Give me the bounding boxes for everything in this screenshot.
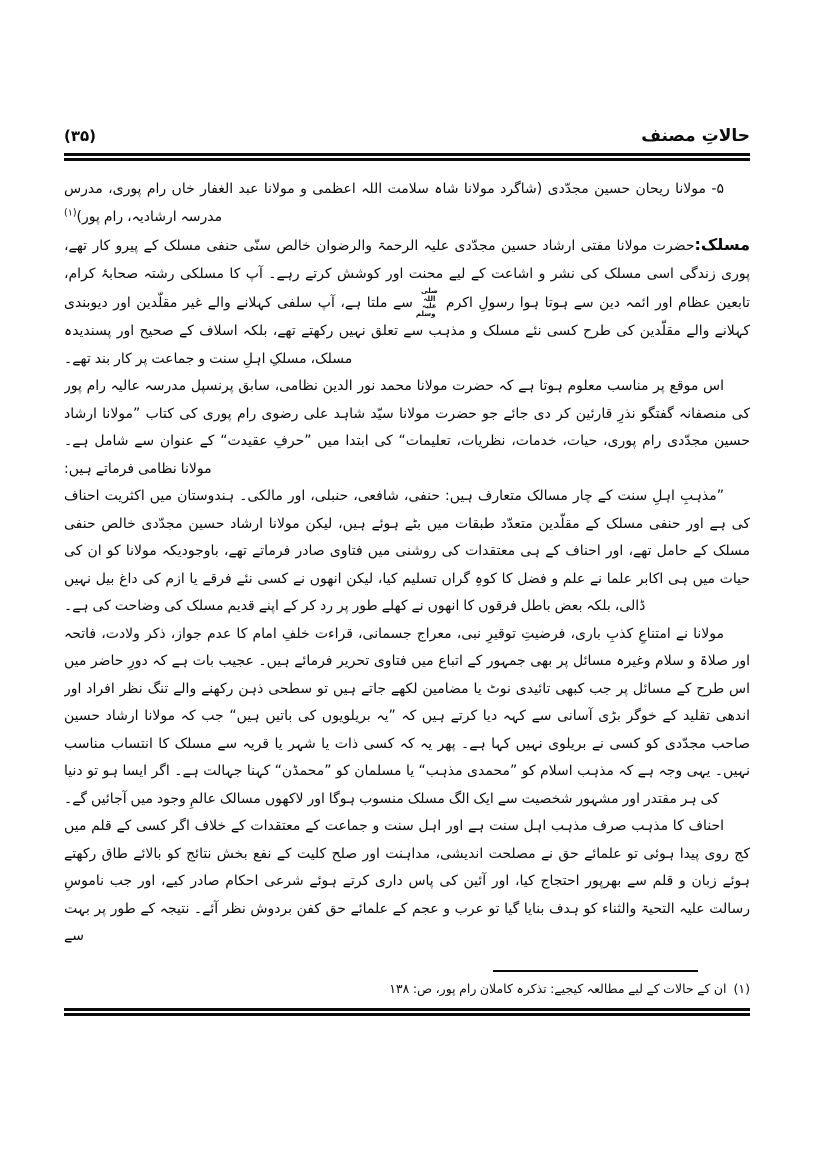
footnote-text: ان کے حالات کے لیے مطالعہ کیجیے: تذکرہ کاملان رام پور، ص: ۱۳۸: [389, 981, 727, 996]
paragraph-fatawa: مولانا نے امتناعِ کذبِ باری، فرضیتِ توقیرِ نبی، معراج جسمانی، قراءت خلفِ امام کا عدم جواز، ذکر ولادت، فاتحہ اور صلاۃ و سلام وغیرہ مسائل پر بھی جمہور کے اتباع میں فتاوی تحریر فرمائے ہیں۔ عجیب بات ہے کہ دورِ حاضر میں اس طرح کے مسائل پر جب کبھی تائیدی نوٹ یا مضامین لکھے جاتے ہیں تو سطحی ذہن رکھنے والے تنگ نظر افراد اور اندھی تقلید کے خوگر بڑی آسانی سے کہہ دیا کرتے ہیں کہ ”یہ بریلویوں کی باتیں ہیں“ جب کہ مولانا ارشاد حسین صاحب مجدّدی کو کسی نے بریلوی نہیں کہا ہے۔ پھر یہ کہ کسی ذات یا شہر یا قریہ سے مسلک کا انتساب مناسب نہیں۔ یہی وجہ ہے کہ مذہب اسلام کو ”محمدی مذہب“ یا مسلمان کو ”محمڈن“ کہنا جہالت ہے۔ اگر ایسا ہو تو دنیا کی ہر مقتدر اور مشہور شخصیت سے ایک الگ مسلک منسوب ہوگا اور لاکھوں مسالک عالمِ وجود میں آجائیں گے۔: [64, 625, 750, 807]
maslak-text-2: سے ملتا ہے، آپ سلفی کہلانے والے غیر مقلّدین اور دیوبندی کہلانے والے مقلّدین کی طرح کسی نئے مسلک و مذہب سے تعلق نہیں رکھتے تھے، بلکہ اسلاف کے صحیح اور پسندیدہ مسلک، مسلکِ اہلِ سنت و جماعت پر کار بند تھے۔: [64, 295, 750, 367]
footnote-rule: [493, 970, 698, 972]
maslak-heading: مسلک:: [694, 235, 750, 254]
footnote: [64, 977, 750, 1001]
page-footer: [64, 970, 750, 1016]
header-rule: [64, 153, 750, 161]
entry-paragraph: [64, 176, 750, 231]
maslak-paragraph: [64, 231, 750, 373]
page-content: [64, 126, 750, 966]
maslak-text-1: حضرت مولانا مفتی ارشاد حسین مجدّدی علیہ الرحمۃ والرضوان خالص سنّی حنفی مسلک کے پیرو کار تھے، پوری زندگی اسی مسلک کی نشر و اشاعت کے لیے محنت اور کوشش کرتے رہے۔ آپ کا مسلکی رشتہ صحابۂ کرام، تابعین عظام اور ائمہ دین سے ہوتا ہوا رسولِ اکرم: [64, 238, 750, 311]
salawat-symbol: صلی اللہ علیہ وسلم: [415, 287, 438, 318]
footnote-marker: (۱): [733, 981, 750, 996]
page-title: حالاتِ مصنف: [641, 126, 750, 146]
footer-rule: [64, 1008, 750, 1016]
paragraph-quote-maslak: ”مذہبِ اہلِ سنت کے چار مسالک متعارف ہیں: حنفی، شافعی، حنبلی، اور مالکی۔ ہندوستان میں اکثریت احناف کی ہے اور حنفی مسلک کے مقلّدین متعدّد طبقات میں بٹے ہوئے ہیں، لیکن مولانا ارشاد حسین مجدّدی خالص حنفی مسلک کے حامل تھے، اور احناف کے ہی معتقدات کی روشنی میں فتاوی صادر فرماتے تھے، باوجودیکہ مولانا کو ان کی حیات میں ہی اکابر علما نے علم و فضل کا کوہِ گراں تسلیم کیا، لیکن انھوں نے کسی نئے فرقے یا ازم کی داغ بیل نہیں ڈالی، بلکہ بعض باطل فرقوں کا انھوں نے کھلے طور پر رد کر کے اپنے قدیم مسلک کی وضاحت کی ہے۔: [64, 488, 750, 614]
entry-text: ۵- مولانا ریحان حسین مجدّدی (شاگرد مولانا شاہ سلامت اللہ اعظمی و مولانا عبد الغفار خاں رام پوری، مدرس مدرسہ ارشادیہ، رام پور): [64, 181, 724, 225]
page-number: (۳۵): [64, 127, 97, 145]
page-header: [64, 126, 750, 153]
paragraph-ahnaf: احناف کا مذہب صرف مذہب اہل سنت ہے اور اہل سنت و جماعت کے معتقدات کے خلاف اگر کسی کے قلم میں کج روی پیدا ہوئی تو علمائے حق نے مصلحت اندیشی، مداہنت اور صلح کلیت کے نفع بخش نتائج کو بالائے طاق رکھتے ہوئے زبان و قلم سے بھرپور احتجاج کیا، اور آئین کی پاس داری کرتے ہوئے شرعی احکام صادر کیے، اور جب ناموسِ رسالت علیہ التحیۃ والثناء کو ہدف بنایا گیا تو عرب و عجم کے علمائے حق کفن بردوش نظر آئے۔ نتیجہ کے طور پر بہت سے: [64, 818, 750, 944]
body-text: [64, 176, 750, 966]
footnote-reference: (۱): [64, 206, 77, 218]
paragraph-occasion: اس موقع پر مناسب معلوم ہوتا ہے کہ حضرت مولانا محمد نور الدین نظامی، سابق پرنسپل مدرسہ عالیہ رام پور کی منصفانہ گفتگو نذرِ قارئین کر دی جائے جو حضرت مولانا سیّد شاہد علی رضوی رام پوری کی کتاب ”مولانا ارشاد حسین مجدّدی رام پوری، حیات، خدمات، نظریات، تعلیمات“ کی ابتدا میں ”حرفِ عقیدت“ کے عنوان سے شامل ہے۔ مولانا نظامی فرماتے ہیں:: [64, 378, 750, 477]
